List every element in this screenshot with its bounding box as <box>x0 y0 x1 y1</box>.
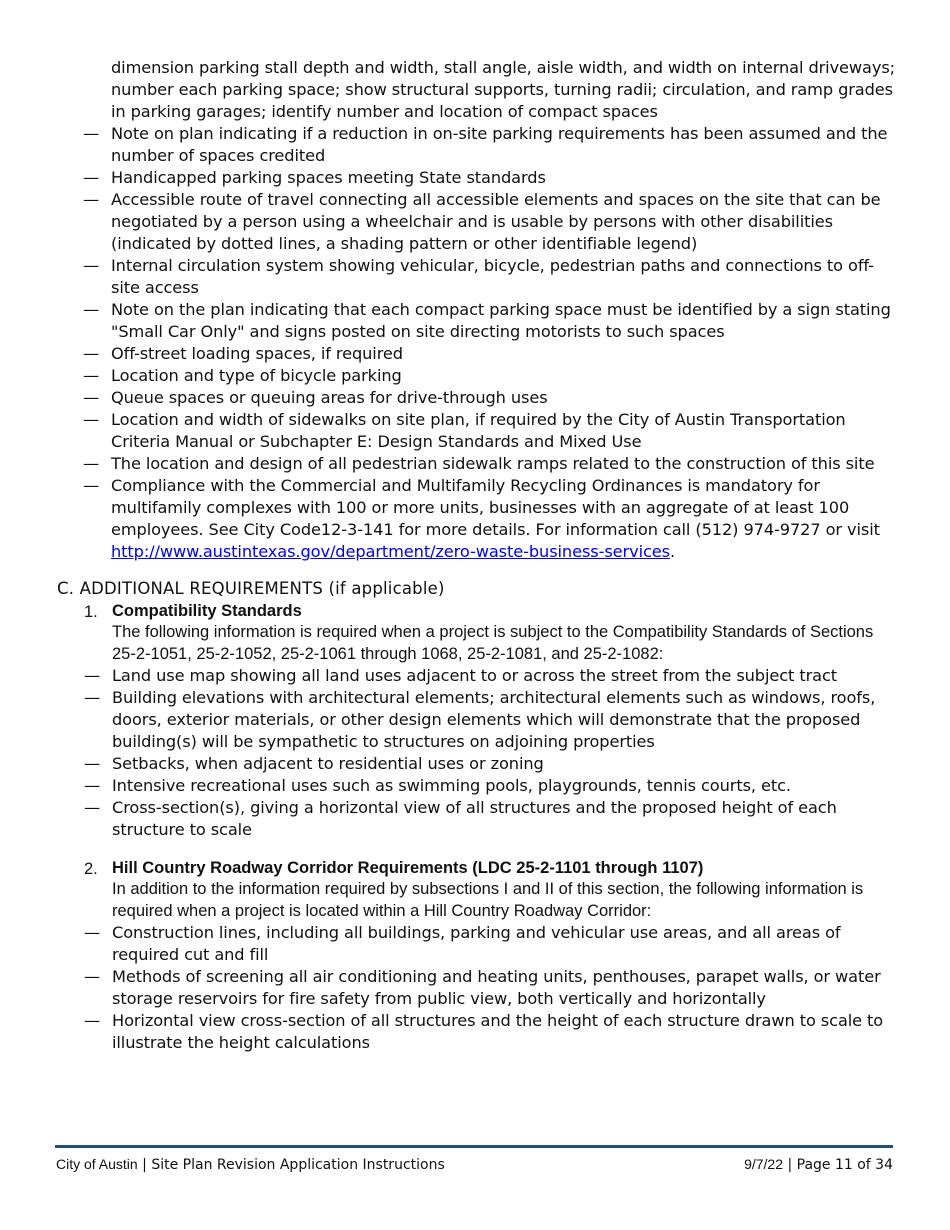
compatibility-standards-section <box>84 601 904 841</box>
dash-bullet: — <box>84 688 101 707</box>
recycling-list-item: — Compliance with the Commercial and Multifamily Recycling Ordinances is mandatory for multifamily complexes with 100 or more units, businesses with an aggregate of at least 100 employees. See City Code12-3-141 for more details. For information call (512) 974-9727 or visit http://www.austintexas.gov/department/zero-waste-business-services. <box>83 476 880 561</box>
dash-bullet: — <box>84 1011 101 1030</box>
item-number: 2. <box>84 860 98 878</box>
continued-paragraph: dimension parking stall depth and width, stall angle, aisle width, and width on internal driveways; number each parking space; show structural supports, turning radii; circulation, and ramp grades in parking garages; identify number and location of compact spaces <box>111 58 896 121</box>
list-item: — Accessible route of travel connecting all accessible elements and spaces on the site that can be negotiated by a person using a wheelchair and is usable by persons with other disabilities (indicated by dotted lines, a shading pattern or other identifiable legend) <box>83 190 881 253</box>
dash-bullet: — <box>83 388 100 407</box>
list-item: — Building elevations with architectural elements; architectural elements such as windows, roofs, doors, exterior materials, or other design elements which will demonstrate that the proposed building(s) will be sympathetic to structures on adjoining properties <box>84 688 876 751</box>
list-item: — Horizontal view cross-section of all structures and the height of each structure drawn to scale to illustrate the height calculations <box>84 1011 884 1052</box>
list-item: — Handicapped parking spaces meeting State standards <box>83 168 546 187</box>
list-item: — Location and width of sidewalks on site plan, if required by the City of Austin Transportation Criteria Manual or Subchapter E: Design Standards and Mixed Use <box>83 410 846 451</box>
section-c-heading: C. ADDITIONAL REQUIREMENTS (if applicable) <box>57 579 445 598</box>
list-item: — Location and type of bicycle parking <box>83 366 402 385</box>
subsection-intro: The following information is required when a project is subject to the Compatibility Standards of Sections 25-2-1051, 25-2-1052, 25-2-1061 through 1068, 25-2-1081, and 25-2-1082: <box>112 623 874 663</box>
dash-bullet: — <box>83 300 100 319</box>
dash-bullet: — <box>83 344 100 363</box>
footer-separator: | <box>137 1157 152 1173</box>
dash-bullet: — <box>84 776 101 795</box>
dash-bullet: — <box>83 366 100 385</box>
dash-bullet: — <box>84 923 101 942</box>
list-item: — Note on the plan indicating that each compact parking space must be identified by a sign stating "Small Car Only" and signs posted on site directing motorists to such spaces <box>83 300 891 341</box>
footer-date: 9/7/22 <box>744 1156 783 1172</box>
dash-bullet: — <box>83 190 100 209</box>
hill-country-section <box>84 858 904 1054</box>
footer-left <box>56 1155 445 1174</box>
list-item: — Setbacks, when adjacent to residential uses or zoning <box>84 754 544 773</box>
dash-bullet: — <box>83 124 100 143</box>
zero-waste-link[interactable]: http://www.austintexas.gov/department/zero-waste-business-services <box>111 542 670 561</box>
footer-organization: City of Austin <box>56 1156 138 1172</box>
dash-bullet: — <box>83 168 100 187</box>
dash-bullet: — <box>83 256 100 275</box>
subsection-title: Compatibility Standards <box>112 602 302 620</box>
list-item: — Methods of screening all air conditioning and heating units, penthouses, parapet walls, or water storage reservoirs for fire safety from public view, both vertically and horizontally <box>84 967 881 1008</box>
list-item: — Off-street loading spaces, if required <box>83 344 403 363</box>
dash-bullet: — <box>83 410 100 429</box>
subsection-title: Hill Country Roadway Corridor Requirements (LDC 25-2-1101 through 1107) <box>112 859 704 877</box>
page-number: Page 11 of 34 <box>796 1157 893 1173</box>
list-item: — Cross-section(s), giving a horizontal view of all structures and the proposed height of each structure to scale <box>84 798 837 839</box>
list-item: — Queue spaces or queuing areas for drive-through uses <box>83 388 548 407</box>
dash-bullet: — <box>83 454 100 473</box>
list-item: — Intensive recreational uses such as swimming pools, playgrounds, tennis courts, etc. <box>84 776 791 795</box>
dash-bullet: — <box>84 666 101 685</box>
list-item: — Land use map showing all land uses adjacent to or across the street from the subject tract <box>84 666 838 685</box>
dash-bullet: — <box>84 967 101 986</box>
list-item: — The location and design of all pedestrian sidewalk ramps related to the construction of this site <box>83 454 875 473</box>
dash-bullet: — <box>84 798 101 817</box>
footer-document-title: Site Plan Revision Application Instructions <box>151 1157 445 1173</box>
compatibility-list <box>84 665 904 841</box>
footer-separator: | <box>783 1157 797 1173</box>
list-item: — Note on plan indicating if a reduction in on-site parking requirements has been assumed and the number of spaces credited <box>83 124 888 165</box>
dash-bullet: — <box>83 476 100 495</box>
list-item: — Internal circulation system showing vehicular, bicycle, pedestrian paths and connections to off-site access <box>83 256 874 297</box>
dash-bullet: — <box>84 754 101 773</box>
footer-divider <box>55 1145 893 1148</box>
subsection-intro: In addition to the information required by subsections I and II of this section, the following information is required when a project is located within a Hill Country Roadway Corridor: <box>112 880 864 920</box>
footer-right <box>744 1155 893 1174</box>
hill-country-list <box>84 922 904 1054</box>
parking-requirements-list <box>83 123 901 563</box>
item-number: 1. <box>84 603 98 621</box>
list-item: — Construction lines, including all buildings, parking and vehicular use areas, and all areas of required cut and fill <box>84 923 841 964</box>
